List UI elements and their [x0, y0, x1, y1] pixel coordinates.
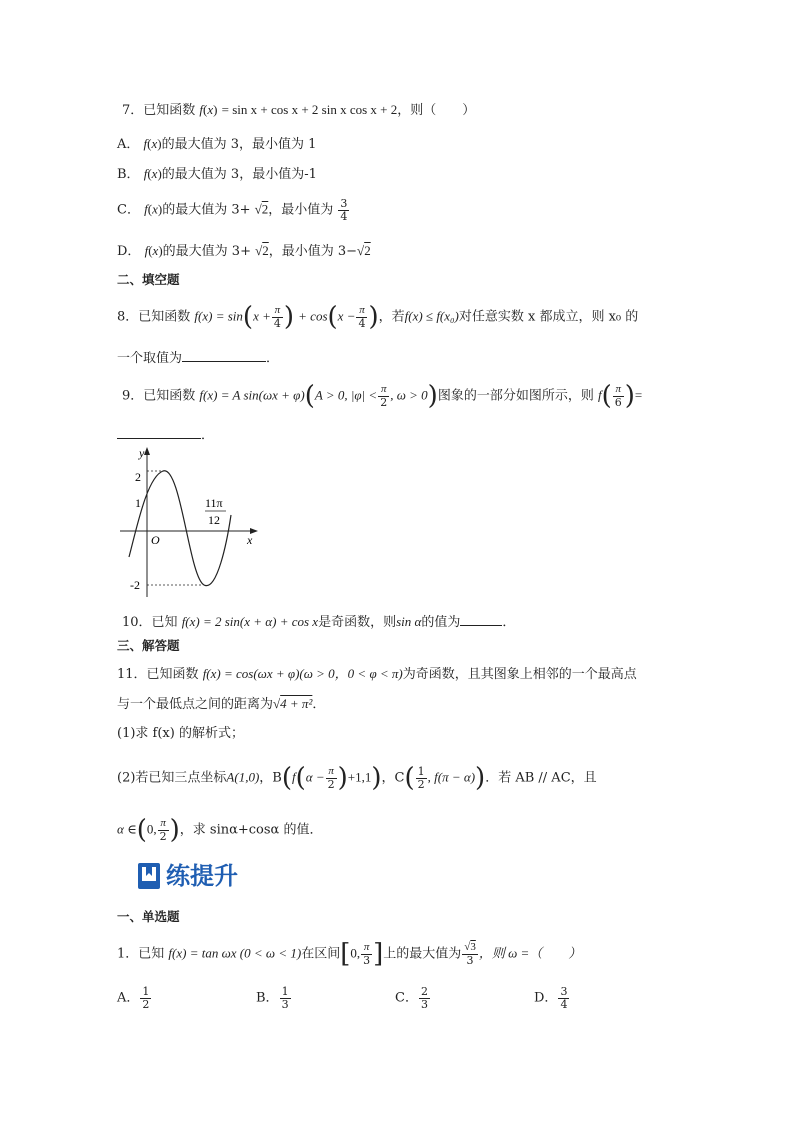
q9-stem: 9．已知函数 f(x) = A sin(ωx + φ)(A > 0, |φ| < $\frac{\pi}{2}$ , ω > 0)图象的一部分如图所示，则 f( $\frac{\pi}{6}$ )=: [122, 381, 643, 411]
q1-option-c[interactable]: C． $\frac{2}{3}$: [395, 985, 428, 1011]
q11-stem-line1: 11．已知函数 f(x) = cos(ωx + φ)(ω > 0，0 < φ < π)为奇函数，且其图象上相邻的一个最高点: [117, 666, 637, 682]
q1-option-b[interactable]: B． $\frac{1}{3}$: [256, 985, 289, 1011]
q8-stem: 8．已知函数 f(x) = sin(x + $\frac{\pi}{4}$ ) + cos(x − $\frac{\pi}{4}$ )，若f(x) ≤ f(x₀)对任意实数 x 都成立，则 x₀ 的: [117, 302, 639, 332]
section-fill-in-heading: 二、填空题: [117, 272, 180, 287]
q1-option-a[interactable]: A． $\frac{1}{2}$: [117, 985, 150, 1011]
sine-graph: [117, 447, 262, 600]
y-tick-2: 2: [135, 470, 141, 484]
book-icon: [137, 862, 161, 890]
q7-stem: 7．已知函数 f(x) = sin x + cos x + 2 sin x cos x + 2，则（ ）: [122, 102, 476, 118]
q8-answer-line: 一个取值为 ．: [117, 351, 280, 366]
q7-option-d[interactable]: D． f(x)的最大值为 3+ √2，最小值为 3−√2: [117, 243, 371, 259]
fraction: $\frac{3}{4}$: [340, 197, 348, 223]
section-banner-title: 练提升: [166, 862, 238, 890]
section-solve-heading: 三、解答题: [117, 638, 180, 653]
y-tick-1: 1: [135, 496, 141, 510]
answer-blank[interactable]: [182, 349, 266, 362]
q11-part1: (1)求 f(x) 的解析式；: [117, 726, 244, 741]
origin-label: O: [151, 533, 160, 547]
q7-option-b[interactable]: B． f(x)的最大值为 3，最小值为-1: [117, 166, 317, 182]
y-axis-arrow: [144, 447, 150, 455]
q1-option-d[interactable]: D． $\frac{3}{4}$: [534, 985, 568, 1011]
q9-answer-line: ．: [117, 426, 214, 442]
y-axis-label: y: [139, 447, 145, 460]
x-mark-denominator: 12: [208, 513, 220, 527]
x-mark-numerator: 11π: [205, 496, 223, 510]
q7-option-a[interactable]: A． f(x)的最大值为 3，最小值为 1: [117, 136, 317, 152]
q7-func-expr: = sin x + cos x + 2 sin x cos x + 2: [221, 102, 398, 117]
x-axis-label: x: [247, 533, 253, 547]
q10-stem: 10．已知 f(x) = 2 sin(x + α) + cos x是奇函数，则sin α的值为 ．: [122, 614, 516, 630]
section-single-choice-heading: 一、单选题: [117, 909, 180, 924]
answer-blank[interactable]: [460, 613, 502, 626]
q7-option-c[interactable]: C． f(x)的最大值为 3+ √2，最小值为 $\frac{3}{4}$: [117, 197, 348, 223]
q11-part2: (2)若已知三点坐标A(1,0)，B(f(α − $\frac{\pi}{2}$ )+1,1)，C( $\frac{1}{2}$ , f(π − α))．若 AB // AC，且: [117, 763, 597, 793]
answer-blank[interactable]: [117, 426, 201, 439]
q1-stem: 1．已知 f(x) = tan ωx (0 < ω < 1)在区间[0, $\frac{\pi}{3}$ ]上的最大值为 $\frac{√3}{3}$ ，则 ω =（ ）: [117, 939, 582, 969]
q11-part2-line2: α ∈(0, $\frac{\pi}{2}$ )，求 sinα+cosα 的值．: [117, 815, 323, 845]
y-tick-neg2: -2: [130, 578, 140, 592]
sine-curve: [129, 471, 231, 586]
q11-stem-line2: 与一个最低点之间的距离为√4 + π²．: [117, 696, 326, 712]
